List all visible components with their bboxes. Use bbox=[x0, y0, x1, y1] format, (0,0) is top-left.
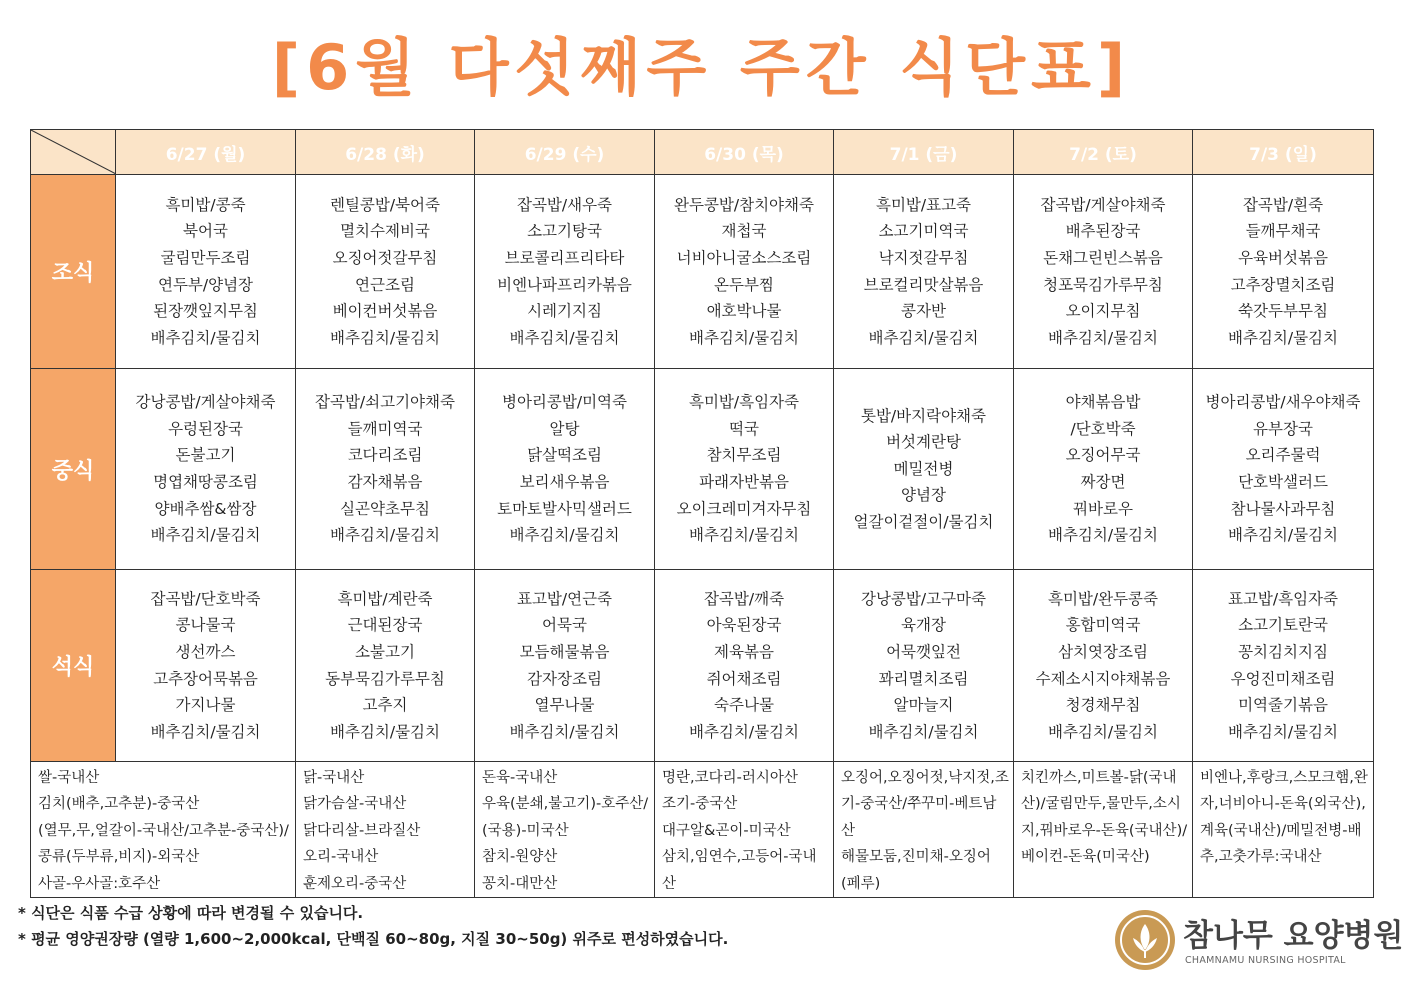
menu-item: 표고밥/흑임자죽 bbox=[1227, 589, 1339, 608]
menu-item: 배추김치/물김치 bbox=[509, 328, 620, 347]
menu-item: 야채볶음밥 bbox=[1065, 393, 1141, 412]
day-header-row bbox=[31, 130, 1374, 175]
menu-cell bbox=[475, 369, 655, 570]
menu-item: 꿔바로우 bbox=[1073, 499, 1133, 518]
menu-item: 돈채그린빈스볶음 bbox=[1043, 248, 1163, 267]
menu-item: 배추김치/물김치 bbox=[509, 722, 620, 741]
menu-item: 병아리콩밥/미역죽 bbox=[501, 393, 627, 412]
day-header: 6/28 (화) bbox=[296, 130, 475, 175]
menu-cell bbox=[1014, 570, 1193, 762]
menu-item: 배추김치/물김치 bbox=[150, 526, 261, 545]
menu-item: 배추김치/물김치 bbox=[688, 328, 800, 347]
note-line: * 식단은 식품 수급 상황에 따라 변경될 수 있습니다. bbox=[18, 904, 364, 922]
menu-item: 유부장국 bbox=[1253, 419, 1313, 438]
menu-item: 삼치엿장조림 bbox=[1058, 642, 1148, 661]
menu-item: 근대된장국 bbox=[347, 616, 423, 635]
menu-item: 홍합미역국 bbox=[1065, 616, 1141, 635]
menu-item: 미역줄기볶음 bbox=[1238, 696, 1328, 715]
menu-item: 수제소시지야채볶음 bbox=[1035, 669, 1171, 688]
menu-item: 우육버섯볶음 bbox=[1238, 248, 1328, 267]
menu-item: 숙주나물 bbox=[714, 696, 774, 715]
menu-item: 배추된장국 bbox=[1065, 222, 1141, 241]
menu-item: 고추지 bbox=[362, 696, 408, 715]
menu-item: 배추김치/물김치 bbox=[150, 328, 261, 347]
menu-item: 파래자반볶음 bbox=[699, 473, 789, 491]
menu-cell bbox=[834, 570, 1014, 762]
menu-item: 배추김치/물김치 bbox=[1047, 526, 1159, 545]
menu-item: 배추김치/물김치 bbox=[688, 722, 800, 741]
menu-item: 배추김치/물김치 bbox=[868, 722, 979, 741]
diagonal-line-icon bbox=[31, 130, 116, 174]
menu-item: 렌틸콩밥/북어죽 bbox=[329, 195, 441, 214]
menu-item: 흑미밥/콩죽 bbox=[165, 195, 246, 214]
meal-label: 석식 bbox=[31, 570, 116, 762]
menu-item: 알마늘지 bbox=[893, 696, 954, 715]
page-title: [6월 다섯째주 주간 식단표] bbox=[271, 31, 1132, 104]
menu-item: 버섯계란탕 bbox=[886, 433, 961, 452]
origin-cell bbox=[1193, 762, 1374, 898]
menu-cell bbox=[296, 369, 475, 570]
menu-item: 배추김치/물김치 bbox=[1047, 328, 1159, 347]
day-header: 6/29 (수) bbox=[475, 130, 655, 175]
menu-cell bbox=[116, 175, 296, 369]
note-line: * 평균 영양권장량 (열량 1,600~2,000kcal, 단백질 60~80g, 지질 30~50g) 위주로 편성하였습니다. bbox=[18, 930, 729, 948]
menu-item: 참치무조림 bbox=[706, 446, 782, 465]
day-header: 6/27 (월) bbox=[116, 130, 296, 175]
origin-line: 삼치,임연수,고등어-국내산 bbox=[662, 849, 817, 892]
menu-item: 잡곡밥/새우죽 bbox=[516, 195, 613, 214]
menu-item: 고추장멸치조림 bbox=[1230, 275, 1336, 294]
menu-item: 닭살떡조림 bbox=[527, 446, 602, 465]
menu-item: 떡국 bbox=[729, 419, 759, 438]
menu-item: 멸치수제비국 bbox=[340, 222, 430, 241]
menu-item: 잡곡밥/깨죽 bbox=[703, 589, 785, 608]
menu-item: 배추김치/물김치 bbox=[509, 526, 620, 545]
menu-item: 표고밥/연근죽 bbox=[516, 589, 613, 608]
menu-cell bbox=[1193, 175, 1374, 369]
origin-cell bbox=[655, 762, 834, 898]
origin-line: 명란,코다리-러시아산 bbox=[662, 770, 798, 786]
menu-item: 육개장 bbox=[901, 616, 946, 635]
notes bbox=[18, 900, 728, 952]
menu-item: 제육볶음 bbox=[714, 642, 774, 661]
menu-item: 소불고기 bbox=[355, 642, 415, 661]
hospital-logo bbox=[1115, 908, 1403, 974]
menu-item: 우렁된장국 bbox=[168, 419, 243, 438]
menu-cell bbox=[1014, 175, 1193, 369]
menu-item: 강낭콩밥/고구마죽 bbox=[860, 589, 986, 608]
menu-item: 감자채볶음 bbox=[347, 473, 423, 491]
menu-item: 병아리콩밥/새우야채죽 bbox=[1205, 393, 1361, 412]
menu-item: 양념장 bbox=[901, 486, 946, 505]
menu-item: 애호박나물 bbox=[706, 302, 782, 321]
menu-item: 꽁치김치지짐 bbox=[1238, 642, 1328, 661]
menu-item: 단호박샐러드 bbox=[1238, 473, 1328, 491]
menu-item: 보리새우볶음 bbox=[519, 473, 610, 491]
menu-item: 콩자반 bbox=[901, 302, 946, 321]
menu-item: 콩나물국 bbox=[175, 616, 236, 635]
menu-item: 북어국 bbox=[183, 222, 228, 241]
menu-cell bbox=[655, 175, 834, 369]
origin-line: 비엔나,후랑크,스모크햄,완자,너비아니-돈육(외국산),계육(국내산)/메밀전병-배추,고춧가루:국내산 bbox=[1200, 770, 1368, 866]
menu-item: 가지나물 bbox=[175, 696, 236, 715]
menu-item: 모듬해물볶음 bbox=[519, 642, 610, 661]
origin-line: 김치(배추,고추분)-중국산 bbox=[38, 796, 200, 813]
origin-line: 닭가슴살-국내산 bbox=[303, 796, 407, 813]
origin-line: (열무,무,얼갈이-국내산/고추분-중국산)/콩류(두부류,비지)-외국산 bbox=[38, 822, 289, 866]
origin-line: 대구알&곤이-미국산 bbox=[662, 822, 791, 839]
menu-item: 감자장조림 bbox=[527, 669, 602, 688]
menu-item: 명엽채땅콩조림 bbox=[153, 473, 258, 491]
hospital-subtitle: CHAMNAMU NURSING HOSPITAL bbox=[1185, 955, 1346, 966]
menu-item: 아욱된장국 bbox=[706, 616, 782, 635]
meal-label: 조식 bbox=[31, 175, 116, 369]
menu-item: 굴림만두조림 bbox=[160, 248, 251, 267]
menu-item: 완두콩밥/참치야채죽 bbox=[674, 195, 814, 214]
origin-line: 오리-국내산 bbox=[303, 849, 379, 866]
menu-item: 돈불고기 bbox=[175, 446, 236, 465]
hospital-name: 참나무 요양병원 bbox=[1183, 918, 1403, 954]
menu-item: 오리주물럭 bbox=[1245, 446, 1321, 465]
menu-item: 소고기탕국 bbox=[527, 222, 602, 241]
menu-cell bbox=[1014, 369, 1193, 570]
menu-cell bbox=[296, 175, 475, 369]
menu-cell bbox=[475, 175, 655, 369]
menu-item: 브로컬리맛살볶음 bbox=[863, 275, 984, 294]
menu-item: 들깨미역국 bbox=[347, 419, 423, 438]
menu-cell bbox=[475, 570, 655, 762]
origin-line: 치킨까스,미트볼-닭(국내산)/굴림만두,물만두,소시지,꿔바로우-돈육(국내산)/베이컨-돈육(미국산) bbox=[1021, 770, 1188, 866]
menu-cell bbox=[296, 570, 475, 762]
menu-item: 오징어무국 bbox=[1065, 446, 1141, 465]
menu-item: 배추김치/물김치 bbox=[329, 328, 441, 347]
menu-item: 청포묵김가루무침 bbox=[1043, 275, 1163, 294]
day-header: 6/30 (목) bbox=[655, 130, 834, 175]
origin-line: 우육(분쇄,불고기)-호주산/(국용)-미국산 bbox=[482, 796, 649, 839]
menu-item: 어묵국 bbox=[542, 616, 587, 635]
menu-item: 소고기미역국 bbox=[878, 222, 969, 241]
menu-item: 배추김치/물김치 bbox=[1227, 328, 1339, 347]
menu-item: 너비아니굴소스조림 bbox=[676, 248, 812, 267]
menu-cell bbox=[1193, 570, 1374, 762]
origin-cell bbox=[1014, 762, 1193, 898]
menu-item: 배추김치/물김치 bbox=[868, 328, 979, 347]
menu-item: 배추김치/물김치 bbox=[1047, 722, 1159, 741]
menu-item: 양배추쌈&쌈장 bbox=[154, 499, 257, 518]
menu-item: 생선까스 bbox=[175, 642, 236, 661]
origin-row bbox=[31, 762, 1374, 898]
menu-item: 배추김치/물김치 bbox=[688, 526, 800, 545]
menu-item: 베이컨버섯볶음 bbox=[332, 302, 438, 321]
menu-item: 재첩국 bbox=[721, 222, 767, 241]
origin-line: 닭-국내산 bbox=[303, 770, 365, 786]
menu-item: 배추김치/물김치 bbox=[329, 526, 441, 545]
menu-item: 흑미밥/흑임자죽 bbox=[688, 393, 800, 412]
menu-item: 된장깻잎지무침 bbox=[153, 302, 258, 321]
day-header: 7/2 (토) bbox=[1014, 130, 1193, 175]
menu-item: 흑미밥/완두콩죽 bbox=[1047, 589, 1159, 608]
menu-item: 배추김치/물김치 bbox=[1227, 722, 1339, 741]
leaf-emblem-icon bbox=[1115, 910, 1175, 970]
menu-item: 참나물사과무침 bbox=[1230, 499, 1336, 518]
meal-row bbox=[31, 570, 1374, 762]
menu-item: 배추김치/물김치 bbox=[1227, 526, 1339, 545]
menu-item: 청경채무침 bbox=[1065, 696, 1141, 715]
menu-item: 흑미밥/계란죽 bbox=[337, 589, 433, 608]
menu-cell bbox=[1193, 369, 1374, 570]
origin-line: 조기-중국산 bbox=[662, 796, 738, 813]
menu-item: 열무나물 bbox=[534, 696, 595, 715]
menu-cell bbox=[116, 570, 296, 762]
menu-item: 강낭콩밥/게살야채죽 bbox=[135, 393, 276, 412]
menu-item: 고추장어묵볶음 bbox=[153, 669, 258, 688]
menu-item: 비엔나파프리카볶음 bbox=[497, 275, 632, 294]
origin-line: 쌀-국내산 bbox=[38, 770, 100, 786]
origin-line: 참치-원양산 bbox=[482, 849, 558, 866]
origin-cell bbox=[475, 762, 655, 898]
menu-cell bbox=[834, 369, 1014, 570]
menu-item: 톳밥/바지락야채죽 bbox=[860, 406, 986, 425]
menu-item: 배추김치/물김치 bbox=[329, 722, 441, 741]
meal-label: 중식 bbox=[31, 369, 116, 570]
menu-item: 연두부/양념장 bbox=[157, 275, 254, 294]
menu-cell bbox=[655, 369, 834, 570]
origin-line: 돈육-국내산 bbox=[482, 770, 558, 786]
menu-item: 오이크레미겨자무침 bbox=[676, 499, 812, 518]
menu-cell bbox=[655, 570, 834, 762]
menu-item: 실곤약초무침 bbox=[340, 499, 430, 518]
origin-line: 꽁치-대만산 bbox=[482, 875, 558, 892]
menu-item: 흑미밥/표고죽 bbox=[875, 195, 972, 214]
weekly-menu-table bbox=[30, 129, 1374, 898]
day-header: 7/3 (일) bbox=[1193, 130, 1374, 175]
menu-item: /단호박죽 bbox=[1070, 419, 1136, 438]
menu-item: 짜장면 bbox=[1080, 473, 1126, 491]
origin-cell bbox=[834, 762, 1014, 898]
menu-item: 쑥갓두부무침 bbox=[1238, 302, 1328, 321]
menu-item: 연근조림 bbox=[355, 275, 415, 294]
menu-item: 얼갈이겉절이/물김치 bbox=[853, 512, 994, 531]
menu-item: 잡곡밥/쇠고기야채죽 bbox=[315, 393, 455, 412]
meal-row bbox=[31, 175, 1374, 369]
corner-cell bbox=[31, 130, 116, 175]
menu-item: 배추김치/물김치 bbox=[150, 722, 261, 741]
menu-item: 온두부찜 bbox=[714, 275, 774, 294]
menu-item: 꽈리멸치조림 bbox=[878, 669, 969, 688]
origin-cell bbox=[31, 762, 296, 898]
day-header: 7/1 (금) bbox=[834, 130, 1014, 175]
menu-item: 낙지젓갈무침 bbox=[878, 248, 969, 267]
menu-item: 메밀전병 bbox=[893, 459, 954, 478]
menu-cell bbox=[116, 369, 296, 570]
menu-item: 잡곡밥/게살야채죽 bbox=[1040, 195, 1166, 214]
menu-item: 토마토발사믹샐러드 bbox=[497, 499, 632, 518]
origin-line: 사골-우사골:호주산 bbox=[38, 875, 161, 892]
origin-line: 닭다리살-브라질산 bbox=[303, 822, 421, 839]
menu-item: 잡곡밥/흰죽 bbox=[1242, 195, 1324, 214]
menu-item: 알탕 bbox=[549, 419, 580, 438]
menu-item: 시레기지짐 bbox=[527, 302, 602, 321]
menu-item: 쥐어채조림 bbox=[706, 669, 782, 688]
origin-line: 오징어,오징어젓,낙지젓,조기-중국산/쭈꾸미-베트남산 bbox=[841, 770, 1009, 839]
menu-item: 소고기토란국 bbox=[1238, 616, 1328, 635]
origin-line: 해물모둠,진미채-오징어(페루) bbox=[841, 849, 991, 892]
menu-item: 잡곡밥/단호박죽 bbox=[150, 589, 261, 608]
menu-item: 브로콜리프리타타 bbox=[504, 248, 625, 267]
menu-item: 동부묵김가루무침 bbox=[325, 669, 445, 688]
menu-cell bbox=[834, 175, 1014, 369]
menu-item: 어묵깻잎전 bbox=[886, 642, 961, 661]
meal-row bbox=[31, 369, 1374, 570]
menu-item: 오이지무침 bbox=[1065, 302, 1141, 321]
menu-item: 우엉진미채조림 bbox=[1230, 669, 1336, 688]
menu-item: 오징어젓갈무침 bbox=[332, 248, 438, 267]
menu-item: 들깨무채국 bbox=[1245, 222, 1321, 241]
menu-item: 코다리조림 bbox=[347, 446, 423, 465]
origin-line: 훈제오리-중국산 bbox=[303, 875, 407, 892]
origin-cell bbox=[296, 762, 475, 898]
